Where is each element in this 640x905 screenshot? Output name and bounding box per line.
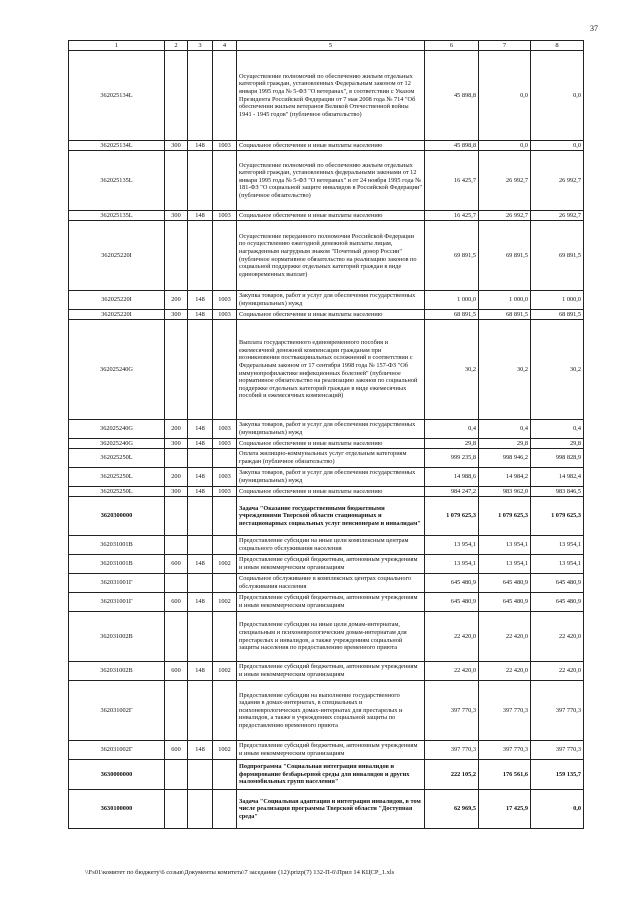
expense-type-code	[165, 536, 188, 555]
expense-type-code: 300	[165, 211, 188, 221]
department-code: 148	[188, 141, 213, 151]
amount-year-2: 26 992,7	[479, 151, 531, 211]
amount-year-3: 13 954,1	[531, 555, 584, 574]
section-code	[213, 449, 237, 468]
amount-year-2: 14 984,2	[479, 468, 531, 487]
amount-year-3: 983 846,5	[531, 487, 584, 497]
department-code: 148	[188, 555, 213, 574]
section-code: 1002	[213, 662, 237, 681]
description: Осуществление полномочий по обеспечению жильем отдельных категорий граждан, установленных Федеральным законом от 12 января 1995 года № 5-ФЗ "О ветеранах", в соответствии с Указом Президента Российской Федерации от 7 мая 2008 года № 714 "Об обеспечении жильем ветеранов Великой Отечественной войны 1941 - 1945 годов" (публичное обязательство)	[237, 51, 425, 141]
amount-year-1: 69 891,5	[425, 221, 479, 291]
description: Социальное обеспечение и иные выплаты населению	[237, 487, 425, 497]
section-code	[213, 790, 237, 829]
description: Предоставление субсидий бюджетным, автономным учреждениям и иным некоммерческим организациям	[237, 662, 425, 681]
expense-type-code	[165, 221, 188, 291]
amount-year-2: 0,0	[479, 141, 531, 151]
table-row	[69, 291, 584, 310]
table-row	[69, 320, 584, 420]
classification-code: 362031002B	[69, 662, 165, 681]
column-header: 1	[69, 41, 165, 51]
amount-year-2: 17 425,9	[479, 790, 531, 829]
expense-type-code	[165, 790, 188, 829]
column-header: 7	[479, 41, 531, 51]
classification-code: 3630000000	[69, 760, 165, 790]
table-row	[69, 51, 584, 141]
amount-year-3: 0,0	[531, 51, 584, 141]
amount-year-3: 22 420,0	[531, 662, 584, 681]
expense-type-code	[165, 497, 188, 536]
description: Предоставление субсидий бюджетным, автономным учреждениям и иным некоммерческим организациям	[237, 741, 425, 760]
department-code	[188, 760, 213, 790]
section-code: 1003	[213, 211, 237, 221]
expense-type-code: 600	[165, 662, 188, 681]
section-code	[213, 681, 237, 741]
amount-year-3: 29,8	[531, 439, 584, 449]
amount-year-2: 983 962,0	[479, 487, 531, 497]
table-row	[69, 497, 584, 536]
table-row	[69, 612, 584, 662]
classification-code: 362025220I	[69, 221, 165, 291]
section-code: 1003	[213, 141, 237, 151]
department-code	[188, 497, 213, 536]
classification-code: 362031002Г	[69, 741, 165, 760]
expense-type-code: 300	[165, 310, 188, 320]
amount-year-1: 999 235,8	[425, 449, 479, 468]
section-code	[213, 574, 237, 593]
amount-year-3: 0,0	[531, 141, 584, 151]
amount-year-3: 14 982,4	[531, 468, 584, 487]
amount-year-2: 645 480,9	[479, 574, 531, 593]
amount-year-1: 13 954,1	[425, 555, 479, 574]
amount-year-1: 13 954,1	[425, 536, 479, 555]
amount-year-2: 13 954,1	[479, 536, 531, 555]
classification-code: 362025240G	[69, 439, 165, 449]
amount-year-1: 0,4	[425, 420, 479, 439]
department-code	[188, 320, 213, 420]
expense-type-code	[165, 51, 188, 141]
department-code	[188, 681, 213, 741]
amount-year-1: 14 988,6	[425, 468, 479, 487]
amount-year-1: 16 425,7	[425, 151, 479, 211]
column-header: 8	[531, 41, 584, 51]
amount-year-1: 16 425,7	[425, 211, 479, 221]
department-code	[188, 536, 213, 555]
description: Предоставление субсидии на иные цели комплексным центрам социального обслуживания населения	[237, 536, 425, 555]
section-code	[213, 151, 237, 211]
section-code: 1002	[213, 741, 237, 760]
table-row	[69, 221, 584, 291]
description: Закупка товаров, работ и услуг для обеспечения государственных (муниципальных) нужд	[237, 291, 425, 310]
description: Задача "Социальная адаптация и интеграция инвалидов, в том числе реализация программы Тверской области "Доступная среда"	[237, 790, 425, 829]
table-row	[69, 760, 584, 790]
department-code	[188, 790, 213, 829]
department-code	[188, 449, 213, 468]
section-code: 1003	[213, 291, 237, 310]
section-code: 1003	[213, 310, 237, 320]
expense-type-code: 600	[165, 555, 188, 574]
classification-code: 362025134L	[69, 51, 165, 141]
amount-year-2: 397 770,3	[479, 741, 531, 760]
table-row	[69, 681, 584, 741]
description: Социальное обеспечение и иные выплаты населению	[237, 211, 425, 221]
amount-year-1: 397 770,3	[425, 741, 479, 760]
department-code: 148	[188, 310, 213, 320]
expense-type-code: 200	[165, 291, 188, 310]
section-code	[213, 497, 237, 536]
department-code: 148	[188, 291, 213, 310]
description: Социальное обеспечение и иные выплаты населению	[237, 439, 425, 449]
amount-year-2: 13 954,1	[479, 555, 531, 574]
classification-code: 362025134L	[69, 141, 165, 151]
department-code	[188, 612, 213, 662]
expense-type-code	[165, 612, 188, 662]
table-header-row	[69, 41, 584, 51]
section-code	[213, 760, 237, 790]
amount-year-2: 645 480,9	[479, 593, 531, 612]
amount-year-3: 645 480,9	[531, 593, 584, 612]
footer-file-path: \\Fs01\комитет по бюджету\6 созыв\Документы комитета\7 заседание (12)\prizp(7) 132-П-6\Прил 14 КЦСР_1.xls	[85, 869, 395, 876]
table-row	[69, 790, 584, 829]
amount-year-3: 22 420,0	[531, 612, 584, 662]
description: Подпрограмма "Социальная интеграция инвалидов и формирование безбарьерной среды для инвалидов и других маломобильных групп населения"	[237, 760, 425, 790]
description: Социальное обеспечение и иные выплаты населению	[237, 141, 425, 151]
department-code: 148	[188, 439, 213, 449]
description: Предоставление субсидий бюджетным, автономным учреждениям и иным некоммерческим организациям	[237, 555, 425, 574]
table-row	[69, 141, 584, 151]
description: Предоставление субсидии на иные цели домам-интернатам, специальным и психоневрологическим домам-интернатам для престарелых и инвалидов, а также учреждениям социальной защиты населения по предоставлению временного приюта	[237, 612, 425, 662]
classification-code: 362025135L	[69, 151, 165, 211]
table-row	[69, 487, 584, 497]
amount-year-3: 13 954,1	[531, 536, 584, 555]
table-row	[69, 741, 584, 760]
amount-year-1: 22 420,0	[425, 612, 479, 662]
department-code: 148	[188, 593, 213, 612]
section-code	[213, 536, 237, 555]
department-code	[188, 574, 213, 593]
classification-code: 362031001Г	[69, 593, 165, 612]
amount-year-3: 30,2	[531, 320, 584, 420]
classification-code: 362031001B	[69, 536, 165, 555]
column-header: 3	[188, 41, 213, 51]
column-header: 6	[425, 41, 479, 51]
section-code	[213, 221, 237, 291]
description: Предоставление субсидии на выполнение государственного задания в домах-интернатах, в специальных и психоневрологических домах-интернатах для престарелых и инвалидов, а также в учреждениях социальной защиты по предоставлению временного приюта	[237, 681, 425, 741]
amount-year-2: 998 946,2	[479, 449, 531, 468]
amount-year-3: 0,4	[531, 420, 584, 439]
expense-type-code	[165, 681, 188, 741]
classification-code: 362031002B	[69, 612, 165, 662]
amount-year-3: 69 891,5	[531, 221, 584, 291]
expense-type-code: 200	[165, 468, 188, 487]
classification-code: 3620300000	[69, 497, 165, 536]
table-row	[69, 449, 584, 468]
description: Выплата государственного единовременного пособия и ежемесячной денежной компенсации гражданам при возникновении поствакцинальных осложнений в соответствии с Федеральным законом от 17 сентября 1998 года № 157-ФЗ "Об иммунопрофилактике инфекционных болезней" (публичное нормативное обязательство на реализацию законов по социальной поддержке отдельных категорий граждан в виде ежемесячных пособий и ежемесячных компенсаций)	[237, 320, 425, 420]
table-row	[69, 420, 584, 439]
amount-year-1: 1 079 625,3	[425, 497, 479, 536]
section-code: 1002	[213, 555, 237, 574]
department-code: 148	[188, 468, 213, 487]
amount-year-2: 30,2	[479, 320, 531, 420]
page-number: 37	[590, 24, 598, 33]
amount-year-2: 397 770,3	[479, 681, 531, 741]
amount-year-2: 0,4	[479, 420, 531, 439]
amount-year-3: 1 000,0	[531, 291, 584, 310]
section-code: 1003	[213, 420, 237, 439]
classification-code: 362031001B	[69, 555, 165, 574]
classification-code: 362025220I	[69, 291, 165, 310]
amount-year-1: 68 891,5	[425, 310, 479, 320]
amount-year-1: 45 898,8	[425, 51, 479, 141]
amount-year-3: 998 828,9	[531, 449, 584, 468]
classification-code: 362025240G	[69, 320, 165, 420]
expense-type-code	[165, 760, 188, 790]
amount-year-1: 29,8	[425, 439, 479, 449]
department-code: 148	[188, 487, 213, 497]
column-header: 5	[237, 41, 425, 51]
amount-year-3: 397 770,3	[531, 681, 584, 741]
amount-year-3: 159 135,7	[531, 760, 584, 790]
expense-type-code	[165, 574, 188, 593]
section-code: 1003	[213, 468, 237, 487]
amount-year-3: 397 770,3	[531, 741, 584, 760]
column-header: 2	[165, 41, 188, 51]
table-row	[69, 439, 584, 449]
section-code: 1003	[213, 487, 237, 497]
section-code: 1003	[213, 439, 237, 449]
amount-year-2: 29,8	[479, 439, 531, 449]
column-header: 4	[213, 41, 237, 51]
section-code	[213, 612, 237, 662]
section-code	[213, 51, 237, 141]
classification-code: 362025135L	[69, 211, 165, 221]
expense-type-code: 300	[165, 141, 188, 151]
table-row	[69, 310, 584, 320]
classification-code: 362025250L	[69, 449, 165, 468]
department-code: 148	[188, 741, 213, 760]
table-row	[69, 593, 584, 612]
amount-year-1: 222 105,2	[425, 760, 479, 790]
description: Закупка товаров, работ и услуг для обеспечения государственных (муниципальных) нужд	[237, 468, 425, 487]
amount-year-2: 1 000,0	[479, 291, 531, 310]
table-row	[69, 211, 584, 221]
expense-type-code: 600	[165, 741, 188, 760]
amount-year-2: 68 891,5	[479, 310, 531, 320]
expense-type-code: 300	[165, 439, 188, 449]
department-code: 148	[188, 211, 213, 221]
amount-year-3: 645 480,9	[531, 574, 584, 593]
classification-code: 362031002Г	[69, 681, 165, 741]
classification-code: 362025250L	[69, 468, 165, 487]
description: Закупка товаров, работ и услуг для обеспечения государственных (муниципальных) нужд	[237, 420, 425, 439]
department-code	[188, 151, 213, 211]
amount-year-2: 22 420,0	[479, 662, 531, 681]
table-row	[69, 555, 584, 574]
amount-year-2: 176 561,6	[479, 760, 531, 790]
amount-year-1: 45 898,8	[425, 141, 479, 151]
expense-type-code: 600	[165, 593, 188, 612]
amount-year-3: 0,0	[531, 790, 584, 829]
amount-year-1: 22 420,0	[425, 662, 479, 681]
budget-table	[68, 40, 584, 829]
department-code: 148	[188, 662, 213, 681]
classification-code: 362031001Г	[69, 574, 165, 593]
amount-year-1: 1 000,0	[425, 291, 479, 310]
expense-type-code	[165, 151, 188, 211]
expense-type-code	[165, 320, 188, 420]
amount-year-3: 68 891,5	[531, 310, 584, 320]
department-code	[188, 51, 213, 141]
description: Социальное обеспечение и иные выплаты населению	[237, 310, 425, 320]
department-code: 148	[188, 420, 213, 439]
description: Социальное обслуживание в комплексных центрах социального обслуживания населения	[237, 574, 425, 593]
description: Оплата жилищно-коммунальных услуг отдельным категориям граждан (публичное обязательство)	[237, 449, 425, 468]
table-row	[69, 468, 584, 487]
amount-year-3: 1 079 625,3	[531, 497, 584, 536]
description: Осуществление полномочий по обеспечению жильем отдельных категорий граждан, установленных федеральными законами от 12 января 1995 года № 5-ФЗ "О ветеранах" и от 24 ноября 1995 года № 181-ФЗ "О социальной защите инвалидов в Российской Федерации" (публичное обязательство)	[237, 151, 425, 211]
classification-code: 362025240G	[69, 420, 165, 439]
expense-type-code	[165, 449, 188, 468]
description: Осуществление переданного полномочия Российской Федерации по осуществлению ежегодной денежной выплаты лицам, награжденным нагрудным знаком "Почетный донор России" (публичное нормативное обязательство на реализацию законов по социальной поддержке отдельных категорий граждан в виде единовременных выплат)	[237, 221, 425, 291]
amount-year-1: 30,2	[425, 320, 479, 420]
amount-year-1: 62 969,5	[425, 790, 479, 829]
amount-year-2: 26 992,7	[479, 211, 531, 221]
section-code: 1002	[213, 593, 237, 612]
department-code	[188, 221, 213, 291]
amount-year-3: 26 992,7	[531, 151, 584, 211]
amount-year-2: 1 079 625,3	[479, 497, 531, 536]
amount-year-3: 26 992,7	[531, 211, 584, 221]
expense-type-code: 200	[165, 420, 188, 439]
table-row	[69, 662, 584, 681]
description: Задача "Оказание государственными бюджетными учреждениями Тверской области стационарных и нестационарных социальных услуг пенсионерам и инвалидам"	[237, 497, 425, 536]
expense-type-code: 300	[165, 487, 188, 497]
amount-year-1: 984 247,2	[425, 487, 479, 497]
table-row	[69, 536, 584, 555]
amount-year-2: 69 891,5	[479, 221, 531, 291]
amount-year-1: 645 480,9	[425, 593, 479, 612]
classification-code: 362025220I	[69, 310, 165, 320]
table-row	[69, 574, 584, 593]
section-code	[213, 320, 237, 420]
amount-year-1: 645 480,9	[425, 574, 479, 593]
amount-year-2: 0,0	[479, 51, 531, 141]
amount-year-1: 397 770,3	[425, 681, 479, 741]
classification-code: 362025250L	[69, 487, 165, 497]
classification-code: 3630100000	[69, 790, 165, 829]
amount-year-2: 22 420,0	[479, 612, 531, 662]
table-row	[69, 151, 584, 211]
description: Предоставление субсидий бюджетным, автономным учреждениям и иным некоммерческим организациям	[237, 593, 425, 612]
